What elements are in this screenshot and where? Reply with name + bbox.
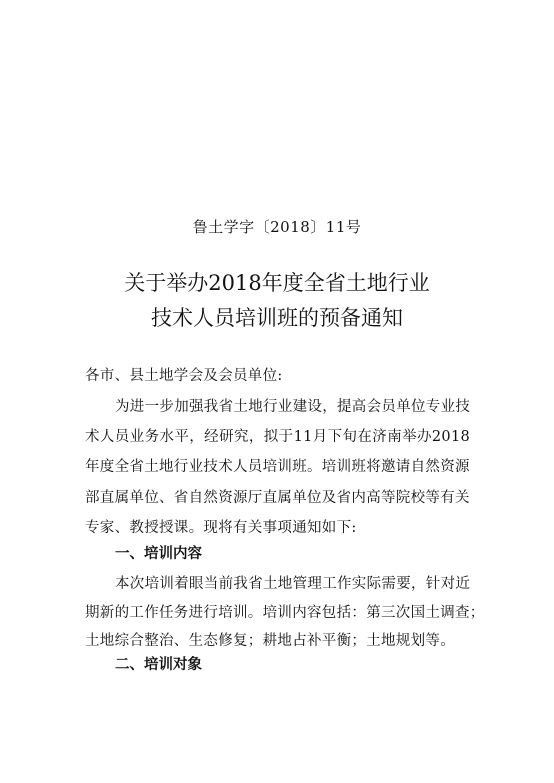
section-heading-training-target: 二、培训对象 bbox=[115, 657, 202, 673]
intro-line: 术人员业务水平，经研究，拟于11月下旬在济南举办2018 bbox=[85, 429, 470, 445]
section-1-line: 土地综合整治、生态修复；耕地占补平衡；土地规划等。 bbox=[85, 633, 455, 649]
intro-line: 专家、教授授课。现将有关事项通知如下: bbox=[85, 520, 357, 536]
salutation: 各市、县土地学会及会员单位: bbox=[85, 368, 283, 384]
intro-line: 年度全省土地行业技术人员培训班。培训班将邀请自然资源 bbox=[85, 459, 470, 475]
intro-line: 部直属单位、省自然资源厅直属单位及省内高等院校等有关 bbox=[85, 490, 470, 506]
document-title-line-2: 技术人员培训班的预备通知 bbox=[151, 306, 403, 330]
document-title-line-1: 关于举办2018年度全省土地行业 bbox=[124, 271, 430, 295]
section-heading-training-content: 一、培训内容 bbox=[115, 546, 202, 562]
document-number: 鲁土学字〔2018〕11号 bbox=[192, 218, 362, 236]
intro-line: 为进一步加强我省土地行业建设，提高会员单位专业技 bbox=[115, 399, 471, 415]
section-1-line: 本次培训着眼当前我省土地管理工作实际需要，针对近 bbox=[115, 576, 471, 592]
section-1-line: 期新的工作任务进行培训。培训内容包括：第三次国土调查； bbox=[85, 605, 485, 621]
